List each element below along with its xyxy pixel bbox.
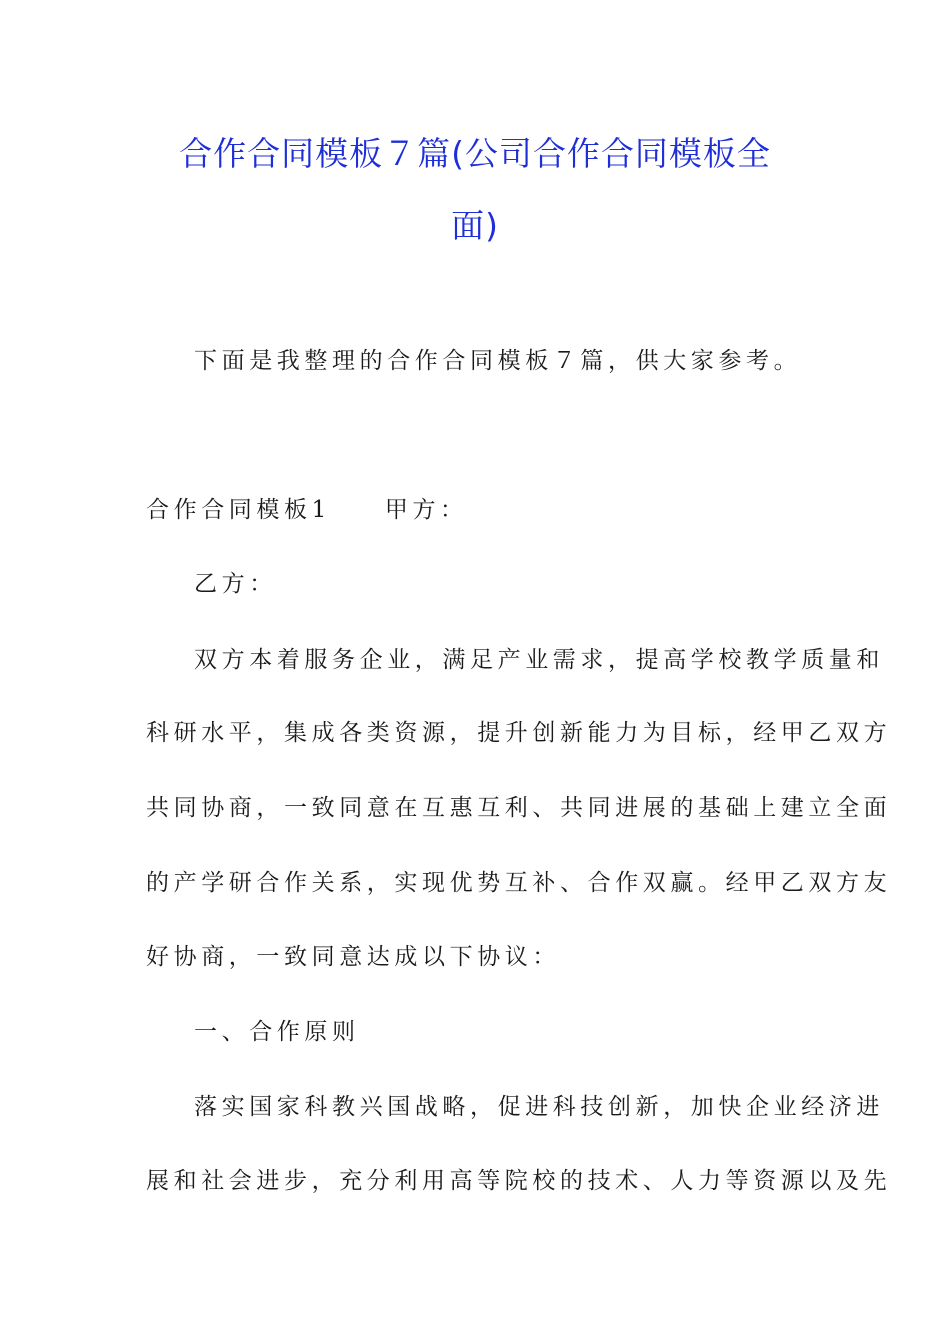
paragraph-1-line-1: 双方本着服务企业，满足产业需求，提高学校教学质量和: [194, 647, 884, 673]
paragraph-1-line-2: 科研水平，集成各类资源，提升创新能力为目标，经甲乙双方: [146, 720, 892, 746]
paragraph-1-line-3: 共同协商，一致同意在互惠互利、共同进展的基础上建立全面: [146, 795, 892, 821]
document-title-line-2: 面): [451, 206, 499, 245]
paragraph-2-line-2: 展和社会进步，充分利用高等院校的技术、人力等资源以及先: [146, 1168, 892, 1194]
section-heading-row: [146, 497, 468, 523]
party-a-label: 甲方：: [384, 497, 468, 523]
document-title-line-1: 合作合同模板７篇(公司合作合同模板全: [179, 134, 771, 173]
paragraph-1-line-5: 好协商，一致同意达成以下协议：: [146, 944, 560, 970]
paragraph-1-line-4: 的产学研合作关系，实现优势互补、合作双赢。经甲乙双方友: [146, 870, 892, 896]
intro-text: 下面是我整理的合作合同模板７篇，供大家参考。: [194, 348, 802, 374]
section-heading: 合作合同模板1: [146, 497, 331, 523]
paragraph-2-line-1: 落实国家科教兴国战略，促进科技创新，加快企业经济进: [194, 1094, 884, 1120]
clause-1-heading: 一、合作原则: [194, 1019, 360, 1045]
party-b-label: 乙方：: [194, 571, 277, 597]
